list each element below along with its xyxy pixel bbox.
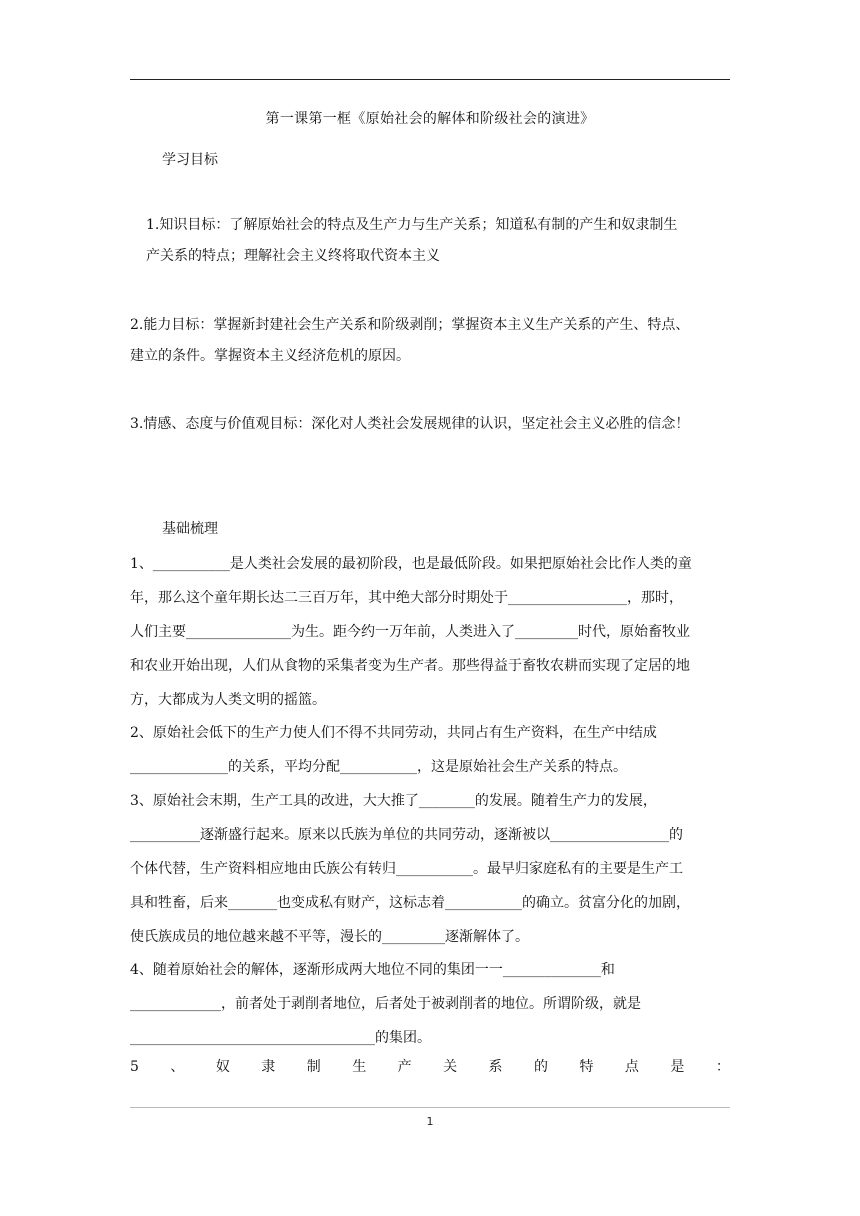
basics-item-1-line: 方，大都成为人类文明的摇篮。 xyxy=(130,692,326,708)
basics-heading: 基础梳理 xyxy=(162,521,218,537)
basics-item-5-char: 是 xyxy=(670,1059,685,1075)
basics-item-5-char: 特 xyxy=(579,1059,594,1075)
basics-item-5 xyxy=(130,1055,730,1079)
basics-item-5-char: ： xyxy=(715,1059,730,1075)
objective-knowledge-line-1: 1.知识目标：了解原始社会的特点及生产力与生产关系；知道私有制的产生和奴隶制生 xyxy=(146,217,678,233)
objective-emotion-line: 3.情感、态度与价值观目标：深化对人类社会发展规律的认识，坚定社会主义必胜的信念！ xyxy=(130,416,690,432)
basics-item-5-char: 、 xyxy=(170,1059,185,1075)
basics-item-3-line: __________逐渐盛行起来。原来以氏族为单位的共同劳动，逐渐被以_________________的 xyxy=(130,827,683,843)
objective-ability-line-1: 2.能力目标：掌握新封建社会生产关系和阶级剥削；掌握资本主义生产关系的产生、特点、 xyxy=(130,317,690,333)
basics-item-5-char: 关 xyxy=(443,1059,458,1075)
basics-item-5-char: 系 xyxy=(488,1059,503,1075)
basics-item-5-char: 生 xyxy=(352,1059,367,1075)
basics-item-5-char: 点 xyxy=(624,1059,639,1075)
objective-ability-line-2: 建立的条件。掌握资本主义经济危机的原因。 xyxy=(130,348,410,364)
basics-item-3-line: 具和牲畜，后来_______也变成私有财产，这标志着___________的确立。贫富分化的加剧， xyxy=(130,895,690,911)
basics-item-2 xyxy=(130,716,730,784)
basics-item-4-line: 4、随着原始社会的解体，逐渐形成两大地位不同的集团一一______________和 xyxy=(130,962,615,978)
objective-ability xyxy=(130,311,730,370)
basics-item-1-line: 人们主要_______________为生。距今约一万年前，人类进入了_________时代，原始畜牧业 xyxy=(130,624,690,640)
objective-emotion xyxy=(130,410,730,438)
objective-knowledge xyxy=(146,211,730,270)
basics-item-5-line xyxy=(130,1055,730,1079)
objective-knowledge-line-2: 产关系的特点；理解社会主义终将取代资本主义 xyxy=(146,248,440,264)
page-number: 1 xyxy=(426,1115,434,1128)
basics-item-4-line: ___________________________________的集团。 xyxy=(130,1030,431,1046)
basics-item-5-char: 5 xyxy=(130,1059,139,1075)
header-rule xyxy=(130,79,730,80)
basics-item-3-line: 个体代替，生产资料相应地由氏族公有转归___________。最早归家庭私有的主要是生产工 xyxy=(130,861,683,877)
basics-item-4 xyxy=(130,953,730,1055)
document-title: 第一课第一框《原始社会的解体和阶级社会的演进》 xyxy=(265,111,595,127)
basics-item-5-char: 制 xyxy=(306,1059,321,1075)
basics-item-3-line: 使氏族成员的地位越来越不平等，漫长的_________逐渐解体了。 xyxy=(130,929,529,945)
basics-item-1-line: 1、___________是人类社会发展的最初阶段，也是最低阶段。如果把原始社会比作人类的童 xyxy=(130,556,692,572)
basics-item-5-char: 奴 xyxy=(215,1059,230,1075)
objectives-heading: 学习目标 xyxy=(162,152,218,168)
basics-item-4-line: _____________，前者处于剥削者地位，后者处于被剥削者的地位。所谓阶级，就是 xyxy=(130,996,641,1012)
footer-rule xyxy=(130,1107,730,1108)
basics-item-2-line: 2、原始社会低下的生产力使人们不得不共同劳动，共同占有生产资料，在生产中结成 xyxy=(130,725,657,741)
basics-item-5-char: 产 xyxy=(397,1059,412,1075)
basics-item-1 xyxy=(130,547,730,717)
basics-item-3 xyxy=(130,784,730,954)
basics-item-5-char: 的 xyxy=(534,1059,548,1075)
basics-item-1-line: 年，那么这个童年期长达二三百万年，其中绝大部分时期处于_________________，那时， xyxy=(130,590,683,606)
basics-item-5-char: 隶 xyxy=(261,1059,276,1075)
basics-item-1-line: 和农业开始出现，人们从食物的采集者变为生产者。那些得益于畜牧农耕而实现了定居的地 xyxy=(130,658,690,674)
basics-item-3-line: 3、原始社会末期，生产工具的改进，大大推了________的发展。随着生产力的发展， xyxy=(130,793,657,809)
basics-item-2-line: ______________的关系，平均分配___________，这是原始社会生产关系的特点。 xyxy=(130,759,627,775)
